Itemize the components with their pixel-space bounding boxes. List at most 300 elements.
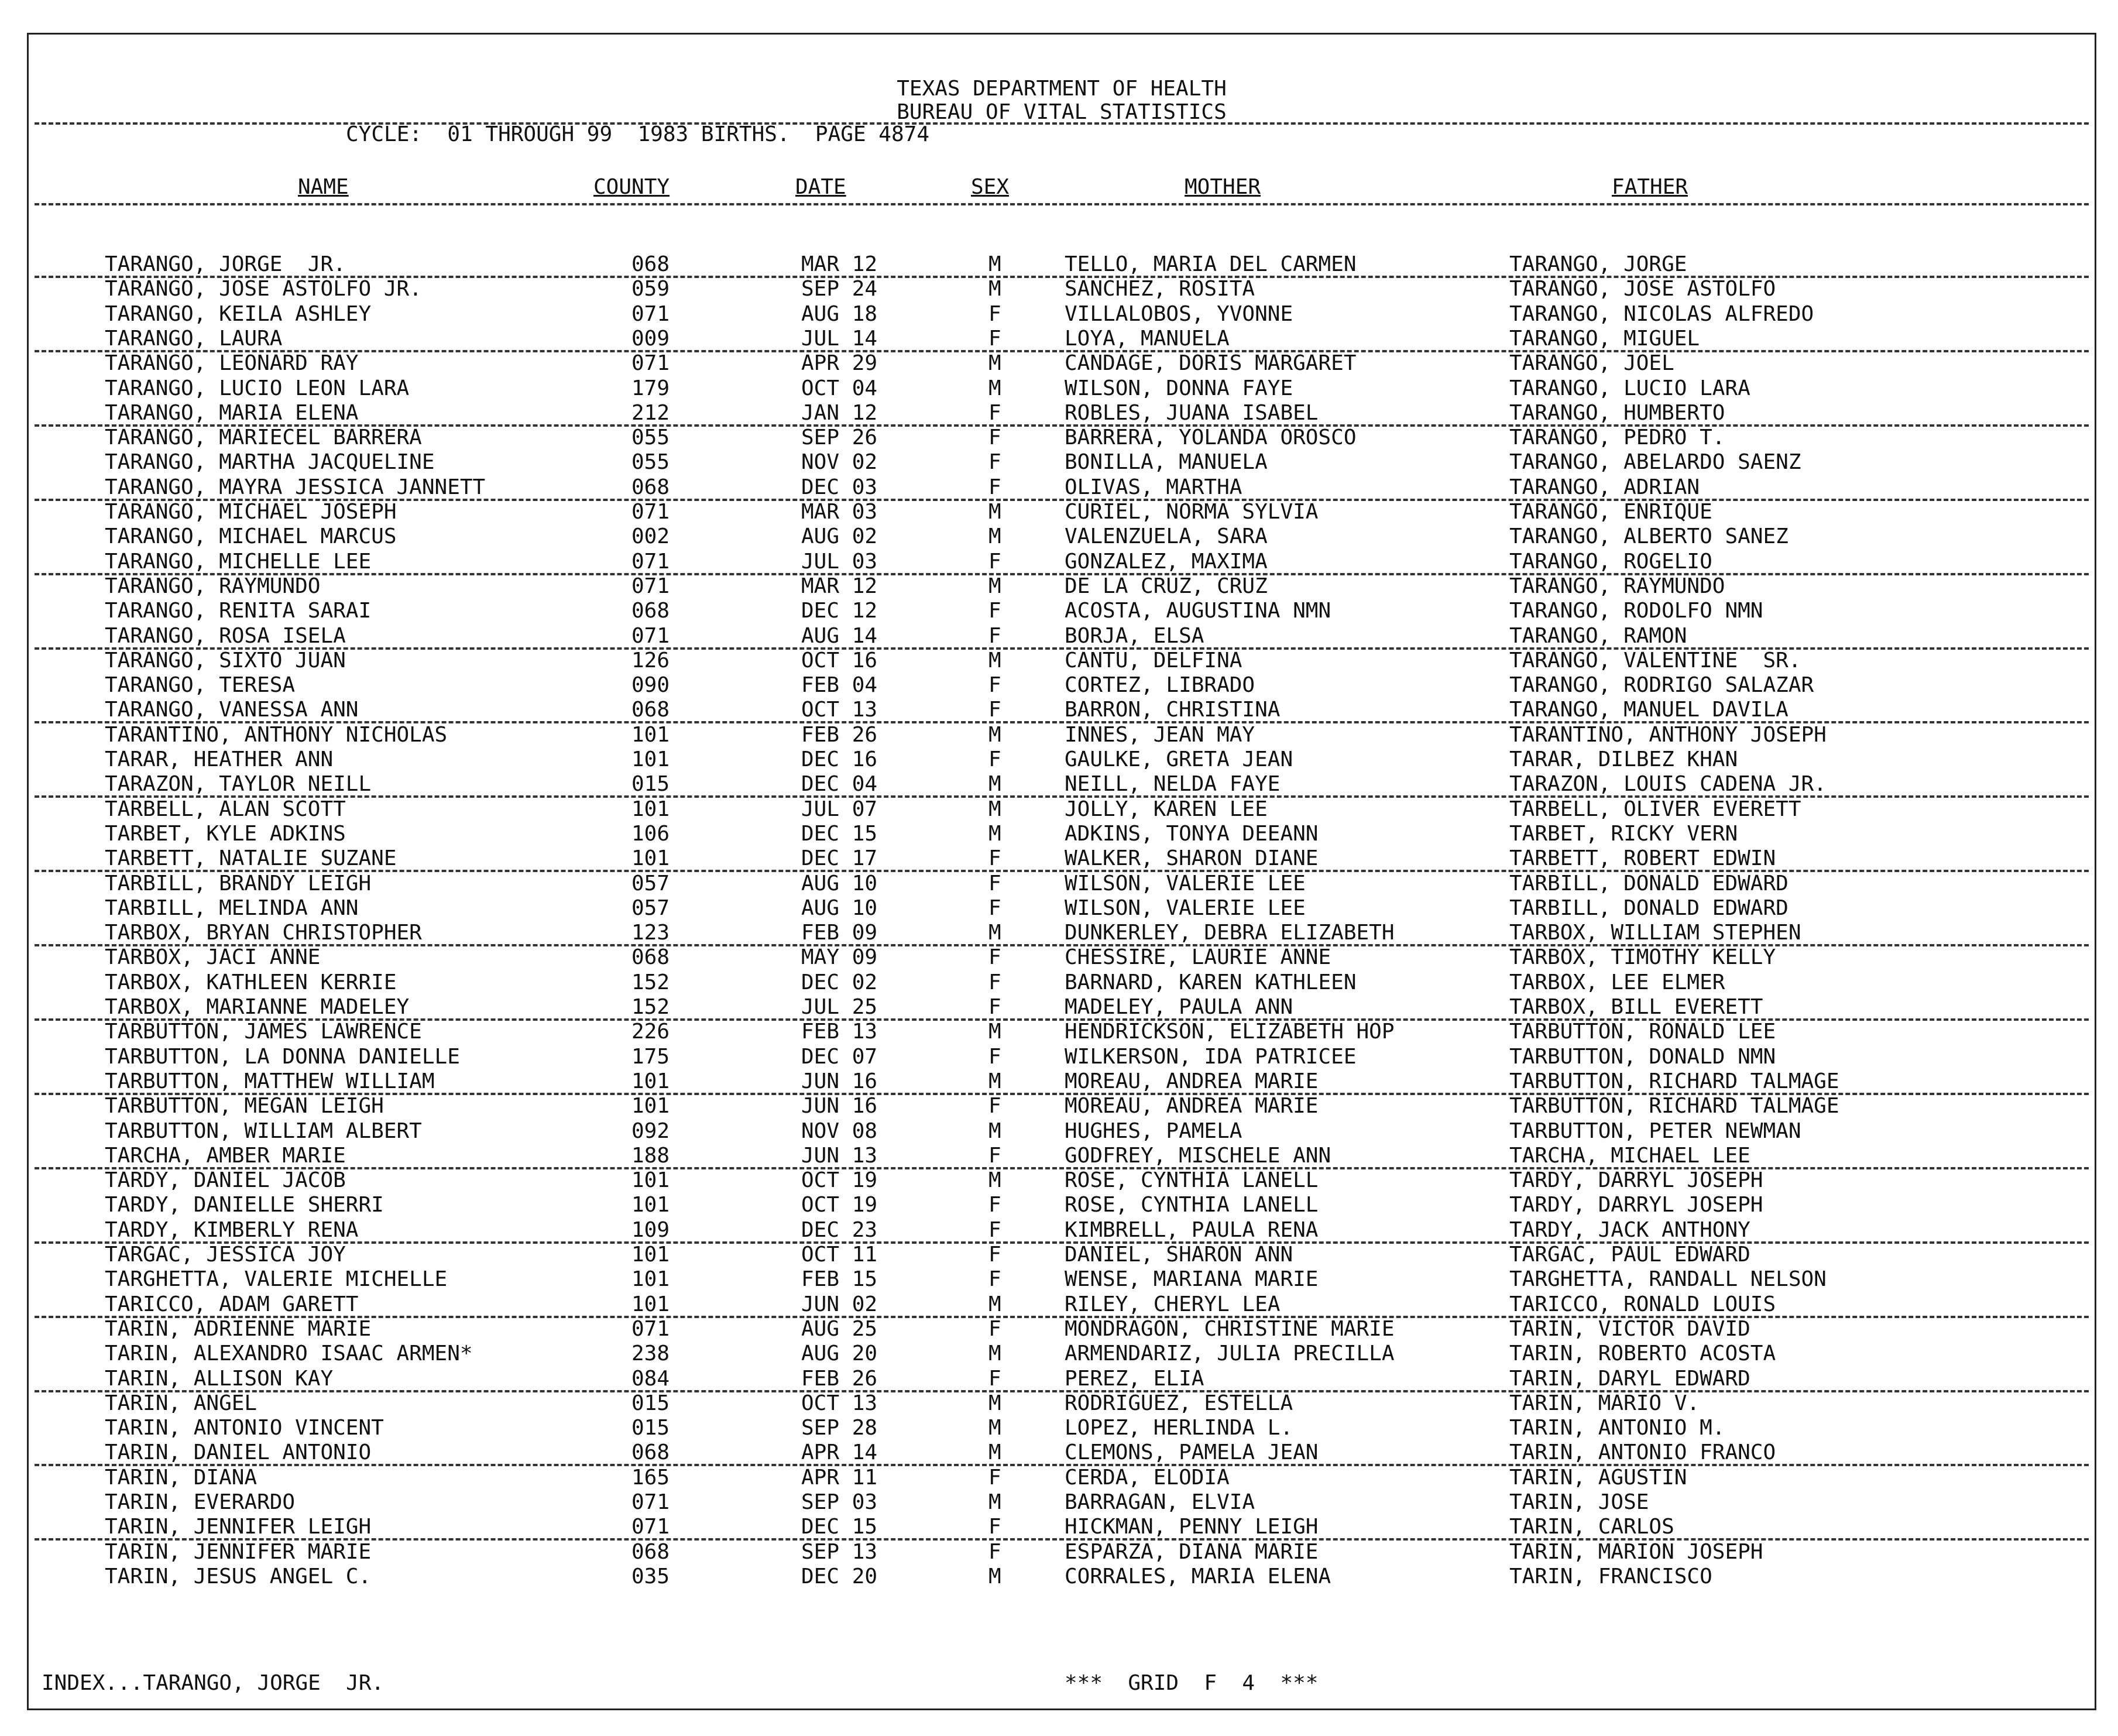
cell-county: 123 — [631, 921, 670, 945]
cell-mother: CORTEZ, LIBRADO — [1065, 673, 1255, 698]
table-row — [29, 1193, 2095, 1218]
table-row — [29, 524, 2095, 550]
cell-mother: NEILL, NELDA FAYE — [1065, 772, 1281, 797]
cell-name: TARDY, DANIELLE SHERRI — [105, 1193, 384, 1217]
cell-county: 101 — [631, 722, 670, 747]
cell-father: TARANGO, ADRIAN — [1509, 475, 1700, 499]
table-row — [29, 475, 2095, 500]
cell-mother: CERDA, ELODIA — [1065, 1465, 1230, 1490]
cell-date: OCT 13 — [801, 698, 878, 722]
column-header-date: DATE — [795, 175, 846, 199]
cell-sex: F — [988, 698, 1001, 722]
cell-date: DEC 07 — [801, 1044, 878, 1069]
table-row — [29, 450, 2095, 475]
cell-mother: ESPARZA, DIANA MARIE — [1065, 1539, 1319, 1564]
cell-name: TARANGO, RENITA SARAI — [105, 599, 372, 623]
table-row — [29, 1020, 2095, 1045]
table-row — [29, 1391, 2095, 1416]
cell-sex: F — [988, 871, 1001, 896]
cell-date: NOV 08 — [801, 1119, 878, 1143]
cell-mother: WILKERSON, IDA PATRICEE — [1065, 1044, 1357, 1069]
cell-sex: F — [988, 1465, 1001, 1490]
cell-mother: PEREZ, ELIA — [1065, 1366, 1204, 1391]
cell-county: 015 — [631, 1391, 670, 1415]
cell-sex: M — [988, 921, 1001, 945]
cell-date: AUG 14 — [801, 623, 878, 648]
cell-name: TARANGO, MICHELLE LEE — [105, 549, 372, 574]
cell-county: 101 — [631, 1168, 670, 1193]
header-bureau: BUREAU OF VITAL STATISTICS — [897, 100, 1227, 124]
cell-sex: M — [988, 1440, 1001, 1465]
cell-sex: F — [988, 1366, 1001, 1391]
cell-county: 226 — [631, 1020, 670, 1044]
cell-date: AUG 18 — [801, 301, 878, 326]
cell-mother: VALENZUELA, SARA — [1065, 524, 1268, 549]
cell-sex: F — [988, 450, 1001, 475]
table-row — [29, 1119, 2095, 1144]
cell-mother: BARNARD, KAREN KATHLEEN — [1065, 970, 1357, 994]
cell-name: TARIN, DANIEL ANTONIO — [105, 1440, 372, 1465]
table-row — [29, 550, 2095, 575]
cell-father: TARANGO, ROGELIO — [1509, 549, 1712, 574]
table-row — [29, 995, 2095, 1020]
cell-county: 106 — [631, 821, 670, 846]
cell-father: TARDY, DARRYL JOSEPH — [1509, 1193, 1763, 1217]
cell-father: TARANGO, NICOLAS ALFREDO — [1509, 301, 1814, 326]
table-row — [29, 1267, 2095, 1292]
table-row — [29, 673, 2095, 698]
cell-sex: F — [988, 1143, 1001, 1168]
cell-county: 101 — [631, 846, 670, 871]
cell-date: MAR 12 — [801, 574, 878, 598]
cell-county: 179 — [631, 376, 670, 400]
cell-name: TARDY, DANIEL JACOB — [105, 1168, 346, 1193]
cell-date: FEB 13 — [801, 1020, 878, 1044]
table-row — [29, 1515, 2095, 1540]
column-header-name: NAME — [298, 175, 349, 199]
page-frame — [27, 33, 2096, 1710]
cell-date: FEB 04 — [801, 673, 878, 698]
cell-county: 175 — [631, 1044, 670, 1069]
cell-father: TARBELL, OLIVER EVERETT — [1509, 797, 1801, 821]
cell-mother: JOLLY, KAREN LEE — [1065, 797, 1268, 821]
cell-name: TARBELL, ALAN SCOTT — [105, 797, 346, 821]
table-row — [29, 1342, 2095, 1367]
cell-father: TARANGO, ALBERTO SANEZ — [1509, 524, 1789, 549]
cell-father: TARIN, JOSE — [1509, 1490, 1649, 1514]
cell-name: TARANGO, MARTHA JACQUELINE — [105, 450, 435, 475]
cell-mother: ROBLES, JUANA ISABEL — [1065, 400, 1319, 425]
cell-date: JUN 16 — [801, 1094, 878, 1119]
cell-sex: M — [988, 1020, 1001, 1044]
cell-sex: M — [988, 351, 1001, 376]
cell-sex: F — [988, 1094, 1001, 1119]
cell-sex: F — [988, 747, 1001, 771]
cell-county: 152 — [631, 995, 670, 1019]
cell-sex: F — [988, 1243, 1001, 1267]
cell-sex: M — [988, 821, 1001, 846]
cell-name: TARANGO, ROSA ISELA — [105, 623, 346, 648]
cell-sex: M — [988, 1391, 1001, 1415]
cell-name: TARIN, DIANA — [105, 1465, 258, 1490]
table-row — [29, 500, 2095, 525]
cell-date: DEC 20 — [801, 1564, 878, 1589]
cell-father: TARANGO, RAYMUNDO — [1509, 574, 1725, 598]
cell-father: TARANGO, PEDRO T. — [1509, 426, 1725, 450]
cell-mother: CORRALES, MARIA ELENA — [1065, 1564, 1331, 1589]
cell-mother: BONILLA, MANUELA — [1065, 450, 1268, 475]
cell-date: FEB 26 — [801, 1366, 878, 1391]
cell-county: 238 — [631, 1342, 670, 1366]
table-row — [29, 797, 2095, 822]
cell-mother: OLIVAS, MARTHA — [1065, 475, 1242, 499]
cell-sex: F — [988, 995, 1001, 1019]
cell-father: TARGHETTA, RANDALL NELSON — [1509, 1267, 1827, 1292]
cell-date: NOV 02 — [801, 450, 878, 475]
cell-mother: DUNKERLEY, DEBRA ELIZABETH — [1065, 921, 1395, 945]
cell-sex: F — [988, 1044, 1001, 1069]
cell-name: TARANGO, SIXTO JUAN — [105, 648, 346, 673]
cell-date: DEC 02 — [801, 970, 878, 994]
cell-sex: F — [988, 945, 1001, 970]
cell-mother: BARRAGAN, ELVIA — [1065, 1490, 1255, 1514]
cell-county: 071 — [631, 574, 670, 598]
cell-mother: TELLO, MARIA DEL CARMEN — [1065, 252, 1357, 276]
table-row — [29, 252, 2095, 277]
cell-name: TARGHETTA, VALERIE MICHELLE — [105, 1267, 448, 1292]
cell-name: TARANGO, TERESA — [105, 673, 296, 698]
cell-sex: M — [988, 1564, 1001, 1589]
cell-name: TARGAC, JESSICA JOY — [105, 1243, 346, 1267]
cell-father: TARANGO, VALENTINE SR. — [1509, 648, 1801, 673]
cell-date: AUG 10 — [801, 896, 878, 920]
cell-county: 068 — [631, 599, 670, 623]
cell-mother: RILEY, CHERYL LEA — [1065, 1292, 1281, 1316]
cell-date: JUN 13 — [801, 1143, 878, 1168]
cell-date: DEC 04 — [801, 772, 878, 797]
cell-sex: M — [988, 252, 1001, 276]
cell-county: 068 — [631, 252, 670, 276]
cell-name: TARANGO, LEONARD RAY — [105, 351, 359, 376]
cell-mother: HENDRICKSON, ELIZABETH HOP — [1065, 1020, 1395, 1044]
cell-county: 071 — [631, 1515, 670, 1539]
cell-date: OCT 04 — [801, 376, 878, 400]
cell-county: 188 — [631, 1143, 670, 1168]
cell-father: TARANGO, JORGE — [1509, 252, 1687, 276]
cell-date: OCT 16 — [801, 648, 878, 673]
cell-sex: M — [988, 1342, 1001, 1366]
cell-county: 101 — [631, 797, 670, 821]
cell-date: AUG 20 — [801, 1342, 878, 1366]
cell-sex: M — [988, 797, 1001, 821]
header-department: TEXAS DEPARTMENT OF HEALTH — [897, 77, 1227, 101]
cell-date: APR 14 — [801, 1440, 878, 1465]
table-row — [29, 1045, 2095, 1070]
cell-father: TARDY, DARRYL JOSEPH — [1509, 1168, 1763, 1193]
cell-father: TARIN, ROBERTO ACOSTA — [1509, 1342, 1776, 1366]
cell-county: 071 — [631, 623, 670, 648]
cell-father: TARANGO, MIGUEL — [1509, 326, 1700, 351]
cell-father: TARANGO, JOSE ASTOLFO — [1509, 277, 1776, 301]
cycle-line: CYCLE: 01 THROUGH 99 1983 BIRTHS. PAGE 4874 — [346, 122, 929, 146]
cell-county: 071 — [631, 500, 670, 524]
cell-date: MAY 09 — [801, 945, 878, 970]
cell-mother: BORJA, ELSA — [1065, 623, 1204, 648]
cell-father: TARIN, ANTONIO FRANCO — [1509, 1440, 1776, 1465]
cell-date: DEC 12 — [801, 599, 878, 623]
cell-name: TARANGO, MAYRA JESSICA JANNETT — [105, 475, 486, 499]
table-row — [29, 747, 2095, 773]
table-row — [29, 1416, 2095, 1441]
cell-mother: WENSE, MARIANA MARIE — [1065, 1267, 1319, 1292]
cell-date: JUN 02 — [801, 1292, 878, 1316]
cell-mother: MOREAU, ANDREA MARIE — [1065, 1094, 1319, 1119]
table-row — [29, 1367, 2095, 1392]
cell-mother: HUGHES, PAMELA — [1065, 1119, 1242, 1143]
cell-date: SEP 03 — [801, 1490, 878, 1514]
cell-father: TARANGO, LUCIO LARA — [1509, 376, 1750, 400]
cell-sex: M — [988, 1168, 1001, 1193]
cell-sex: F — [988, 1193, 1001, 1217]
cell-name: TARDY, KIMBERLY RENA — [105, 1217, 359, 1242]
cell-name: TARIN, EVERARDO — [105, 1490, 296, 1514]
table-row — [29, 1490, 2095, 1515]
cell-name: TARANGO, RAYMUNDO — [105, 574, 321, 598]
cell-date: DEC 15 — [801, 821, 878, 846]
cell-name: TARIN, JENNIFER MARIE — [105, 1539, 372, 1564]
cell-sex: F — [988, 1316, 1001, 1341]
table-row — [29, 822, 2095, 847]
cell-sex: F — [988, 673, 1001, 698]
cell-father: TARBILL, DONALD EDWARD — [1509, 896, 1789, 920]
index-footer: INDEX...TARANGO, JORGE JR. — [42, 1671, 385, 1695]
cell-sex: M — [988, 277, 1001, 301]
cell-county: 015 — [631, 772, 670, 797]
cell-mother: GONZALEZ, MAXIMA — [1065, 549, 1268, 574]
cell-mother: CHESSIRE, LAURIE ANNE — [1065, 945, 1331, 970]
cell-county: 015 — [631, 1416, 670, 1440]
cell-mother: WALKER, SHARON DIANE — [1065, 846, 1319, 871]
cell-county: 101 — [631, 1193, 670, 1217]
table-row — [29, 772, 2095, 797]
cell-sex: M — [988, 376, 1001, 400]
cell-sex: F — [988, 1217, 1001, 1242]
cell-father: TARBET, RICKY VERN — [1509, 821, 1738, 846]
cell-name: TARANGO, VANESSA ANN — [105, 698, 359, 722]
cell-father: TARBOX, WILLIAM STEPHEN — [1509, 921, 1801, 945]
cell-father: TARBILL, DONALD EDWARD — [1509, 871, 1789, 896]
cell-date: MAR 03 — [801, 500, 878, 524]
cell-county: 071 — [631, 301, 670, 326]
cell-name: TARIN, JENNIFER LEIGH — [105, 1515, 372, 1539]
cell-county: 071 — [631, 351, 670, 376]
cell-sex: M — [988, 1069, 1001, 1093]
cell-date: APR 11 — [801, 1465, 878, 1490]
cell-father: TARBUTTON, RONALD LEE — [1509, 1020, 1776, 1044]
cell-father: TARANTINO, ANTHONY JOSEPH — [1509, 722, 1827, 747]
cell-father: TARAR, DILBEZ KHAN — [1509, 747, 1738, 771]
table-row — [29, 1243, 2095, 1268]
cell-name: TARIN, ADRIENNE MARIE — [105, 1316, 372, 1341]
cell-county: 101 — [631, 1292, 670, 1316]
cell-name: TARIN, ALEXANDRO ISAAC ARMEN* — [105, 1342, 473, 1366]
cell-name: TARANGO, MARIECEL BARRERA — [105, 426, 422, 450]
cell-sex: M — [988, 1292, 1001, 1316]
cell-county: 084 — [631, 1366, 670, 1391]
cell-name: TARBETT, NATALIE SUZANE — [105, 846, 397, 871]
cell-name: TARBUTTON, LA DONNA DANIELLE — [105, 1044, 460, 1069]
cell-mother: KIMBRELL, PAULA RENA — [1065, 1217, 1319, 1242]
cell-sex: F — [988, 896, 1001, 920]
cell-date: OCT 13 — [801, 1391, 878, 1415]
cell-county: 068 — [631, 945, 670, 970]
cell-name: TARANGO, KEILA ASHLEY — [105, 301, 372, 326]
cell-father: TARIN, AGUSTIN — [1509, 1465, 1687, 1490]
cell-date: APR 29 — [801, 351, 878, 376]
cell-date: AUG 10 — [801, 871, 878, 896]
cell-father: TARANGO, HUMBERTO — [1509, 400, 1725, 425]
cell-sex: F — [988, 970, 1001, 994]
cell-name: TARBOX, BRYAN CHRISTOPHER — [105, 921, 422, 945]
table-row — [29, 426, 2095, 451]
cell-name: TARANGO, LAURA — [105, 326, 283, 351]
cell-county: 101 — [631, 1094, 670, 1119]
table-row — [29, 401, 2095, 426]
cell-county: 071 — [631, 1316, 670, 1341]
cell-mother: WILSON, DONNA FAYE — [1065, 376, 1293, 400]
cell-sex: F — [988, 623, 1001, 648]
table-row — [29, 970, 2095, 996]
cell-mother: INNES, JEAN MAY — [1065, 722, 1255, 747]
cell-name: TARCHA, AMBER MARIE — [105, 1143, 346, 1168]
cell-date: DEC 23 — [801, 1217, 878, 1242]
table-row — [29, 723, 2095, 748]
cell-sex: M — [988, 1416, 1001, 1440]
cell-name: TARIN, ANGEL — [105, 1391, 258, 1415]
table-row — [29, 351, 2095, 376]
table-row — [29, 921, 2095, 946]
cell-name: TARIN, ANTONIO VINCENT — [105, 1416, 384, 1440]
cell-father: TARIN, ANTONIO M. — [1509, 1416, 1725, 1440]
cell-father: TARANGO, MANUEL DAVILA — [1509, 698, 1789, 722]
cell-name: TARBOX, MARIANNE MADELEY — [105, 995, 410, 1019]
cell-date: AUG 25 — [801, 1316, 878, 1341]
cell-mother: CLEMONS, PAMELA JEAN — [1065, 1440, 1319, 1465]
table-row — [29, 1144, 2095, 1169]
cell-sex: M — [988, 648, 1001, 673]
cell-county: 068 — [631, 698, 670, 722]
cell-name: TARANGO, LUCIO LEON LARA — [105, 376, 410, 400]
cell-date: SEP 26 — [801, 426, 878, 450]
cell-county: 071 — [631, 1490, 670, 1514]
cell-mother: MONDRAGON, CHRISTINE MARIE — [1065, 1316, 1395, 1341]
cell-father: TARIN, FRANCISCO — [1509, 1564, 1712, 1589]
cell-county: 152 — [631, 970, 670, 994]
table-row — [29, 846, 2095, 872]
cell-sex: F — [988, 1267, 1001, 1292]
cell-mother: ADKINS, TONYA DEEANN — [1065, 821, 1319, 846]
table-row — [29, 327, 2095, 352]
cell-county: 057 — [631, 871, 670, 896]
cell-sex: F — [988, 1539, 1001, 1564]
cell-mother: ACOSTA, AUGUSTINA NMN — [1065, 599, 1331, 623]
cell-county: 071 — [631, 549, 670, 574]
cell-mother: ROSE, CYNTHIA LANELL — [1065, 1193, 1319, 1217]
cell-county: 109 — [631, 1217, 670, 1242]
header-rule — [35, 122, 2089, 125]
table-row — [29, 574, 2095, 599]
cell-father: TARIN, CARLOS — [1509, 1515, 1674, 1539]
cell-county: 035 — [631, 1564, 670, 1589]
cell-county: 126 — [631, 648, 670, 673]
table-row — [29, 1218, 2095, 1243]
cell-county: 101 — [631, 1243, 670, 1267]
cell-date: JUN 16 — [801, 1069, 878, 1093]
cell-mother: WILSON, VALERIE LEE — [1065, 896, 1306, 920]
cell-date: JUL 07 — [801, 797, 878, 821]
table-row — [29, 1069, 2095, 1095]
cell-name: TARICCO, ADAM GARETT — [105, 1292, 359, 1316]
cell-mother: DE LA CRUZ, CRUZ — [1065, 574, 1268, 598]
table-row — [29, 376, 2095, 402]
cell-mother: CANTU, DELFINA — [1065, 648, 1242, 673]
cell-name: TARBET, KYLE ADKINS — [105, 821, 346, 846]
cell-name: TARANGO, MICHAEL JOSEPH — [105, 500, 397, 524]
cell-mother: ARMENDARIZ, JULIA PRECILLA — [1065, 1342, 1395, 1366]
cell-date: JUL 14 — [801, 326, 878, 351]
table-row — [29, 599, 2095, 624]
table-row — [29, 1540, 2095, 1565]
table-row — [29, 872, 2095, 897]
cell-date: DEC 15 — [801, 1515, 878, 1539]
cell-father: TARIN, DARYL EDWARD — [1509, 1366, 1750, 1391]
cell-county: 009 — [631, 326, 670, 351]
grid-footer: *** GRID F 4 *** — [1065, 1671, 1319, 1695]
cell-father: TARIN, MARION JOSEPH — [1509, 1539, 1763, 1564]
cell-mother: DANIEL, SHARON ANN — [1065, 1243, 1293, 1267]
cell-date: FEB 09 — [801, 921, 878, 945]
cell-name: TARANGO, MICHAEL MARCUS — [105, 524, 397, 549]
cell-father: TARBETT, ROBERT EDWIN — [1509, 846, 1776, 871]
cell-date: JUL 03 — [801, 549, 878, 574]
cell-date: OCT 11 — [801, 1243, 878, 1267]
cell-father: TARBUTTON, RICHARD TALMAGE — [1509, 1094, 1839, 1119]
table-row — [29, 277, 2095, 302]
cell-father: TARBOX, TIMOTHY KELLY — [1509, 945, 1776, 970]
cell-name: TARBUTTON, JAMES LAWRENCE — [105, 1020, 422, 1044]
cell-father: TARBOX, BILL EVERETT — [1509, 995, 1763, 1019]
column-header-rule — [35, 203, 2089, 205]
cell-sex: M — [988, 574, 1001, 598]
table-row — [29, 649, 2095, 674]
cell-county: 055 — [631, 450, 670, 475]
cell-father: TARBOX, LEE ELMER — [1509, 970, 1725, 994]
cell-date: OCT 19 — [801, 1168, 878, 1193]
table-row — [29, 302, 2095, 327]
table-row — [29, 1168, 2095, 1193]
table-row — [29, 1440, 2095, 1466]
cell-mother: CURIEL, NORMA SYLVIA — [1065, 500, 1319, 524]
column-header-county: COUNTY — [593, 175, 670, 199]
cell-county: 101 — [631, 747, 670, 771]
cell-sex: F — [988, 426, 1001, 450]
cell-sex: F — [988, 301, 1001, 326]
cell-mother: VILLALOBOS, YVONNE — [1065, 301, 1293, 326]
cell-sex: M — [988, 524, 1001, 549]
column-header-mother: MOTHER — [1185, 175, 1261, 199]
table-row — [29, 1292, 2095, 1318]
cell-father: TARANGO, ENRIQUE — [1509, 500, 1712, 524]
